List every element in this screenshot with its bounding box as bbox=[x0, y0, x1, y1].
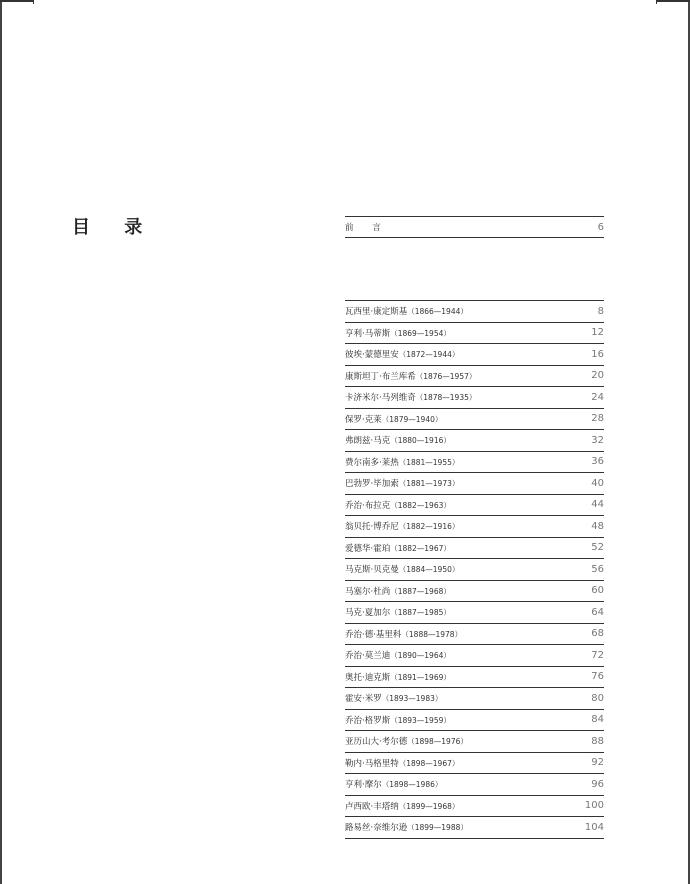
artist-years: （1881—1973） bbox=[398, 479, 460, 489]
artist-years: （1869—1954） bbox=[390, 328, 451, 338]
toc-preface-section bbox=[345, 216, 604, 238]
toc-page-number: 52 bbox=[591, 542, 604, 554]
toc-entry-title bbox=[345, 778, 442, 790]
toc-page-number: 32 bbox=[591, 434, 604, 446]
toc-entry-title bbox=[345, 821, 468, 833]
toc-row[interactable] bbox=[345, 710, 604, 732]
toc-page-number: 100 bbox=[584, 800, 604, 812]
toc-row[interactable] bbox=[345, 452, 604, 474]
toc-row[interactable] bbox=[345, 409, 604, 431]
artist-years: （1891—1969） bbox=[390, 672, 451, 682]
toc-row[interactable] bbox=[345, 731, 604, 753]
toc-entry-title bbox=[345, 563, 459, 575]
toc-row[interactable] bbox=[345, 602, 604, 624]
toc-page-number: 44 bbox=[591, 499, 604, 511]
artist-years: （1881—1955） bbox=[398, 457, 460, 467]
toc-entry-title bbox=[345, 606, 451, 618]
toc-entry-title bbox=[345, 735, 468, 747]
crop-mark-top-left bbox=[0, 0, 34, 2]
toc-row[interactable] bbox=[345, 774, 604, 796]
artist-name: 勒内·马格里特 bbox=[345, 758, 399, 769]
toc-page-number: 28 bbox=[591, 413, 604, 425]
toc-row[interactable] bbox=[345, 473, 604, 495]
artist-name: 马塞尔·杜尚 bbox=[345, 586, 391, 597]
artist-name: 乔治·格罗斯 bbox=[345, 715, 391, 726]
artist-name: 爱德华·霍珀 bbox=[345, 543, 391, 554]
toc-entry-title bbox=[345, 434, 451, 446]
artist-years: （1882—1963） bbox=[390, 500, 451, 510]
artist-years: （1887—1985） bbox=[390, 608, 451, 618]
toc-row[interactable] bbox=[345, 624, 604, 646]
artist-name: 费尔南多·莱热 bbox=[345, 457, 399, 468]
artist-years: （1898—1967） bbox=[398, 758, 460, 768]
toc-preface-label: 前 言 bbox=[345, 223, 389, 233]
artist-name: 亚历山大·考尔德 bbox=[345, 737, 408, 748]
toc-row[interactable] bbox=[345, 301, 604, 323]
artist-years: （1876—1957） bbox=[415, 371, 477, 381]
toc-page-number: 88 bbox=[591, 735, 604, 747]
toc-entry-title bbox=[345, 714, 451, 726]
toc-page-number: 76 bbox=[591, 671, 604, 683]
toc-entry-title bbox=[345, 327, 451, 339]
toc-page-number: 8 bbox=[597, 305, 604, 317]
artist-years: （1879—1940） bbox=[381, 414, 443, 424]
crop-mark-top-right bbox=[656, 0, 690, 2]
artist-years: （1890—1964） bbox=[390, 651, 451, 661]
toc-entry-title bbox=[345, 348, 459, 360]
toc-entry-title bbox=[345, 391, 476, 403]
artist-name: 瓦西里·康定斯基 bbox=[345, 307, 408, 318]
artist-name: 卢西欧·丰塔纳 bbox=[345, 801, 399, 812]
artist-name: 亨利·马蒂斯 bbox=[345, 328, 391, 339]
artist-years: （1872—1944） bbox=[398, 350, 460, 360]
artist-years: （1888—1978） bbox=[401, 629, 463, 639]
toc-page-number: 84 bbox=[591, 714, 604, 726]
artist-years: （1882—1967） bbox=[390, 543, 451, 553]
toc-entry-title bbox=[345, 649, 451, 661]
toc-row[interactable] bbox=[345, 753, 604, 775]
artist-years: （1884—1950） bbox=[398, 565, 460, 575]
artist-years: （1878—1935） bbox=[415, 393, 477, 403]
toc-row[interactable] bbox=[345, 323, 604, 345]
toc-page-number: 24 bbox=[591, 391, 604, 403]
artist-name: 路易丝·奈维尔逊 bbox=[345, 823, 408, 834]
toc-page-number: 64 bbox=[591, 606, 604, 618]
toc-entry-title bbox=[345, 520, 459, 532]
artist-name: 保罗·克莱 bbox=[345, 414, 382, 425]
toc-row[interactable] bbox=[345, 538, 604, 560]
artist-name: 亨利·摩尔 bbox=[345, 780, 382, 791]
toc-entry-title bbox=[345, 499, 451, 511]
artist-years: （1898—1976） bbox=[407, 737, 468, 747]
toc-entry-title bbox=[345, 413, 442, 425]
crop-tick-top-left bbox=[33, 0, 34, 4]
toc-row[interactable] bbox=[345, 344, 604, 366]
toc-row[interactable] bbox=[345, 817, 604, 839]
toc-page-number: 80 bbox=[591, 692, 604, 704]
toc-page-number: 16 bbox=[591, 348, 604, 360]
artist-years: （1880—1916） bbox=[390, 436, 451, 446]
toc-entry-title bbox=[345, 692, 442, 704]
toc-row[interactable] bbox=[345, 387, 604, 409]
artist-years: （1899—1968） bbox=[398, 801, 460, 811]
toc-entry-title bbox=[345, 585, 451, 597]
toc-page-number: 36 bbox=[591, 456, 604, 468]
toc-page-number: 92 bbox=[591, 757, 604, 769]
artist-name: 康斯坦丁·布兰库希 bbox=[345, 371, 416, 382]
artist-name: 弗朗兹·马克 bbox=[345, 436, 391, 447]
toc-page-number: 40 bbox=[591, 477, 604, 489]
toc-page-number: 72 bbox=[591, 649, 604, 661]
toc-entry-title bbox=[345, 757, 459, 769]
artist-name: 乔治·布拉克 bbox=[345, 500, 391, 511]
artist-name: 霍安·米罗 bbox=[345, 694, 382, 705]
toc-artist-list bbox=[345, 300, 604, 839]
toc-entry-title bbox=[345, 800, 459, 812]
toc-entry-title bbox=[345, 542, 451, 554]
toc-page-number: 104 bbox=[584, 821, 604, 833]
toc-row[interactable] bbox=[345, 559, 604, 581]
toc-entry-title bbox=[345, 370, 476, 382]
artist-name: 彼埃·蒙德里安 bbox=[345, 350, 399, 361]
toc-row[interactable] bbox=[345, 667, 604, 689]
artist-years: （1898—1986） bbox=[381, 780, 443, 790]
artist-years: （1887—1968） bbox=[390, 586, 451, 596]
artist-name: 卡济米尔·马列维奇 bbox=[345, 393, 416, 404]
artist-years: （1893—1983） bbox=[381, 694, 443, 704]
toc-page-number: 20 bbox=[591, 370, 604, 382]
toc-row[interactable] bbox=[345, 688, 604, 710]
artist-years: （1893—1959） bbox=[390, 715, 451, 725]
crop-tick-top-right bbox=[656, 0, 657, 4]
toc-row[interactable] bbox=[345, 516, 604, 538]
artist-name: 乔治·德·基里科 bbox=[345, 629, 402, 640]
artist-name: 翁贝托·博乔尼 bbox=[345, 522, 399, 533]
toc-row-preface[interactable] bbox=[345, 217, 604, 238]
toc-page-number: 12 bbox=[591, 327, 604, 339]
artist-name: 乔治·莫兰迪 bbox=[345, 651, 391, 662]
artist-name: 马克·夏加尔 bbox=[345, 608, 391, 619]
toc-page-number: 6 bbox=[597, 221, 604, 233]
toc-page-number: 68 bbox=[591, 628, 604, 640]
artist-name: 巴勃罗·毕加索 bbox=[345, 479, 399, 490]
toc-page-number: 48 bbox=[591, 520, 604, 532]
toc-row[interactable] bbox=[345, 495, 604, 517]
toc-entry-title bbox=[345, 456, 459, 468]
toc-entry-title bbox=[345, 305, 468, 317]
toc-row[interactable] bbox=[345, 581, 604, 603]
artist-years: （1866—1944） bbox=[407, 307, 468, 317]
toc-row[interactable] bbox=[345, 796, 604, 818]
artist-name: 马克斯·贝克曼 bbox=[345, 565, 399, 576]
toc-row[interactable] bbox=[345, 430, 604, 452]
toc-entry-title bbox=[345, 671, 451, 683]
toc-row[interactable] bbox=[345, 645, 604, 667]
toc-page-number: 96 bbox=[591, 778, 604, 790]
toc-page-number: 56 bbox=[591, 563, 604, 575]
artist-name: 奥托·迪克斯 bbox=[345, 672, 391, 683]
artist-years: （1882—1916） bbox=[398, 522, 460, 532]
toc-page-number: 60 bbox=[591, 585, 604, 597]
page-title: 目 录 bbox=[72, 217, 157, 238]
toc-entry-title bbox=[345, 628, 462, 640]
toc-row[interactable] bbox=[345, 366, 604, 388]
artist-years: （1899—1988） bbox=[407, 823, 468, 833]
toc-entry-title bbox=[345, 477, 459, 489]
page-left-border bbox=[0, 0, 2, 884]
